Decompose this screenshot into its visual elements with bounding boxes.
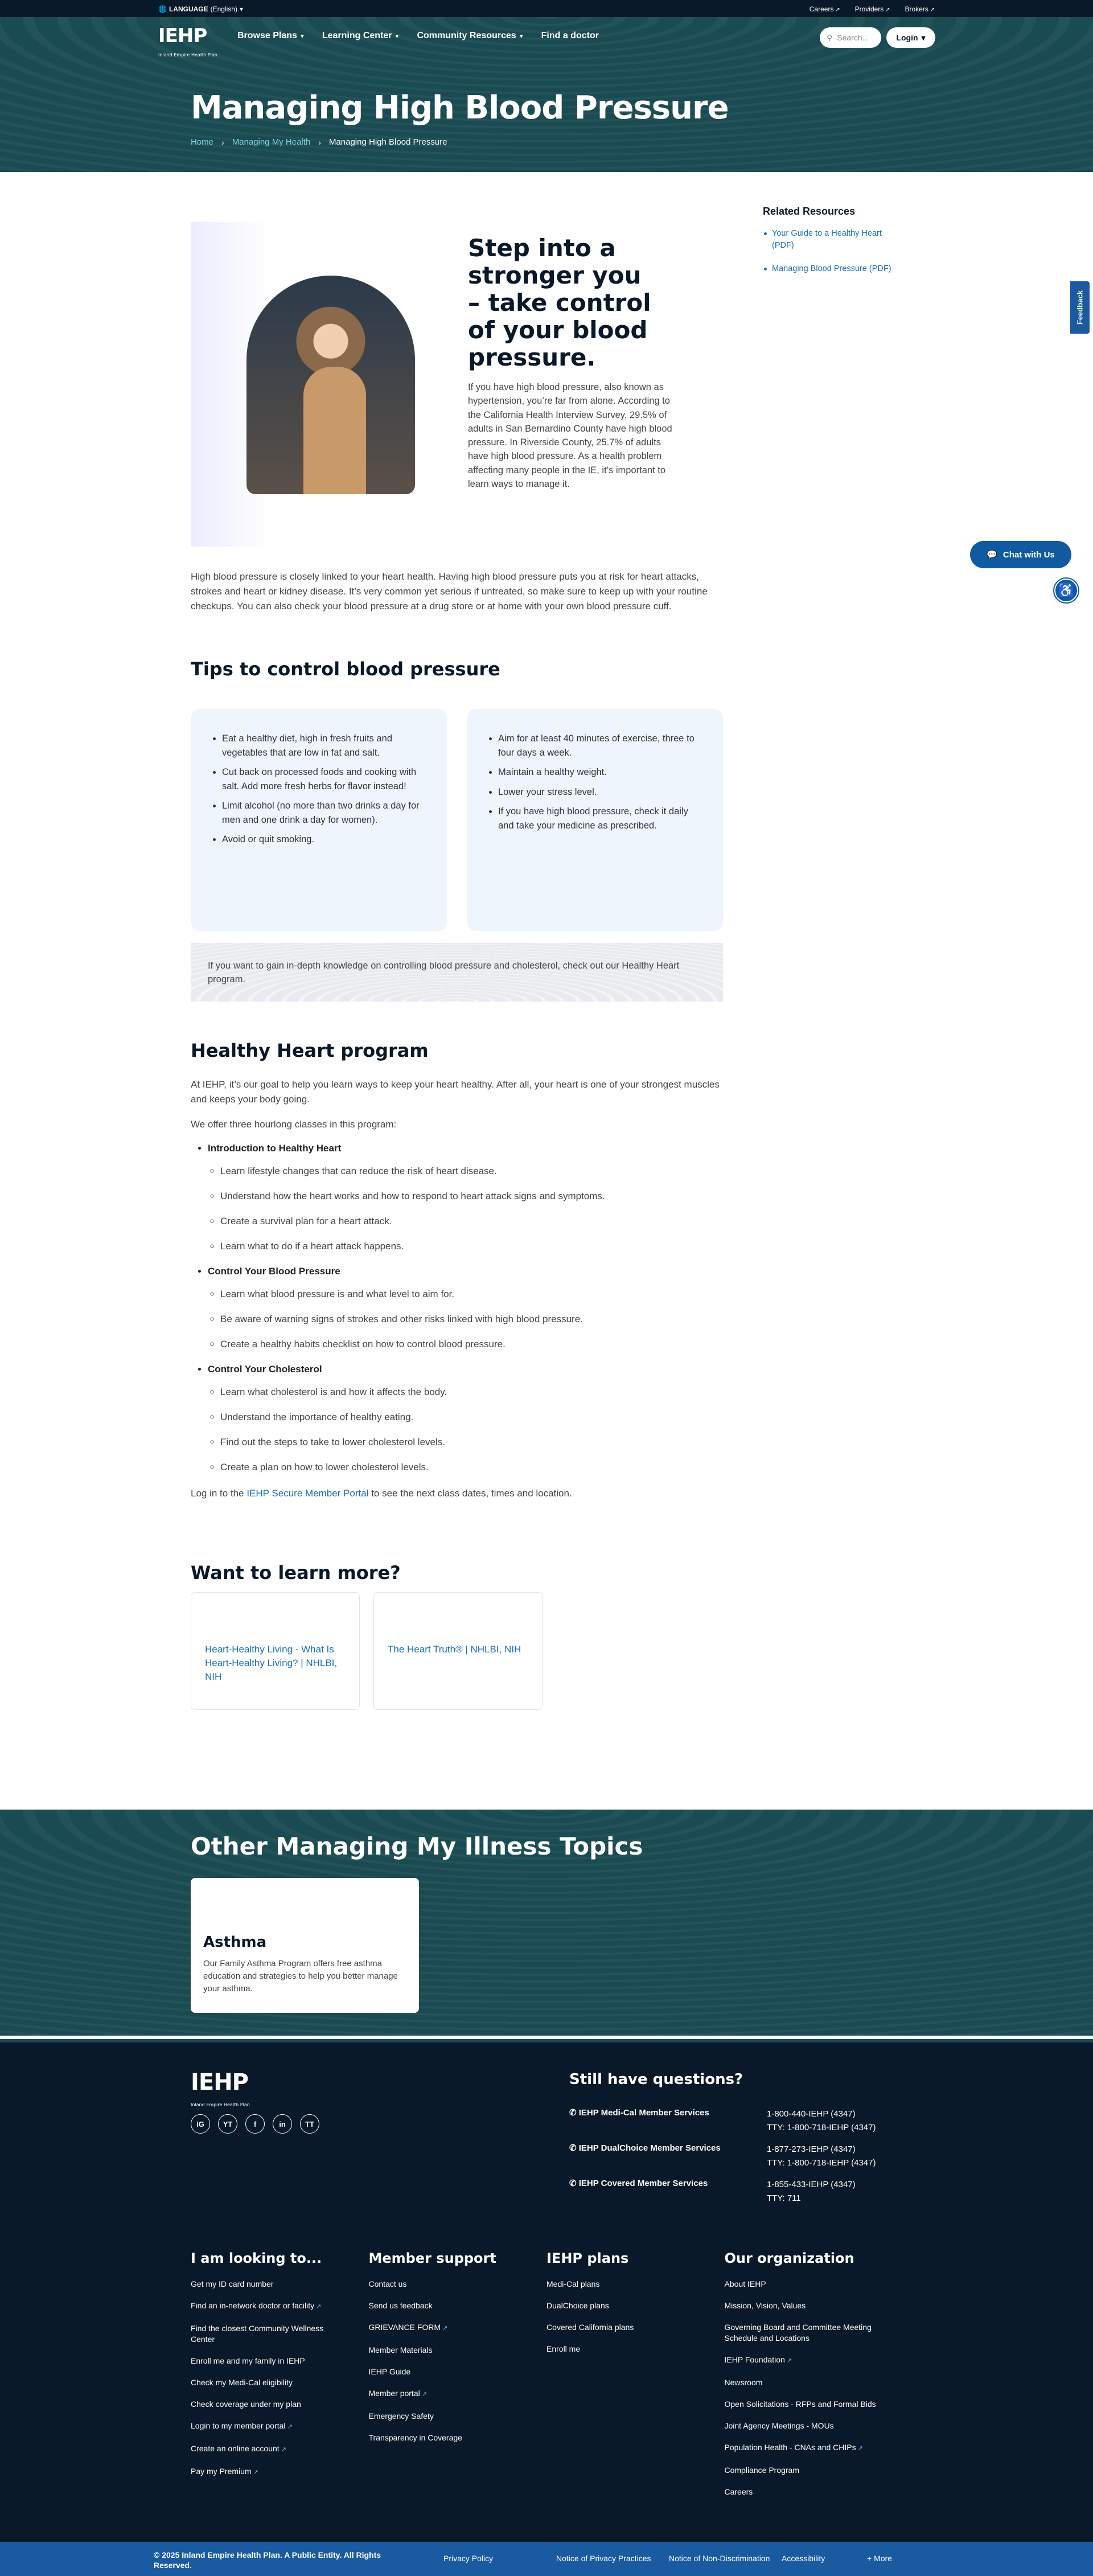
tips-card-right (467, 709, 723, 931)
list-item: ◦ Create a healthy habits checklist on how to control blood pressure. (220, 1338, 726, 1351)
logo-text: IEHP (158, 24, 207, 47)
utility-bar (0, 0, 1093, 17)
footer-link[interactable]: Create an online account ↗ (191, 2443, 344, 2455)
list-item: • Maintain a healthy weight. (498, 765, 700, 780)
tty-number: TTY: 711 (767, 2193, 801, 2203)
footer-col-title: IEHP plans (546, 2250, 629, 2266)
login-label: Login (896, 33, 918, 42)
class-item (208, 1142, 726, 1253)
language-label: LANGUAGE (169, 5, 208, 13)
brokers-link[interactable]: Brokers ↗ (905, 5, 935, 13)
list-item: ◦ Create a survival plan for a heart attack. (220, 1215, 726, 1228)
phone-icon: ✆ (569, 2143, 579, 2153)
nav-label: Learning Center (322, 31, 392, 40)
breadcrumb-managing-my-health[interactable]: Managing My Health (232, 137, 311, 147)
privacy-practices-link[interactable]: Notice of Privacy Practices (556, 2554, 651, 2563)
related-link-healthy-heart-guide[interactable]: Your Guide to a Healthy Heart (PDF) (763, 228, 894, 252)
facebook-icon[interactable]: f (245, 2114, 265, 2134)
learn-more-heading: Want to learn more? (191, 1562, 401, 1584)
service-name (569, 2107, 709, 2118)
class-name: Introduction to Healthy Heart (208, 1143, 342, 1154)
accessibility-icon[interactable]: ♿ (1054, 579, 1078, 602)
footer-link[interactable]: Emergency Safety (368, 2411, 434, 2421)
footer-logo[interactable] (191, 2071, 250, 2116)
globe-icon: 🌐 (158, 5, 167, 13)
intro-text: If you have high blood pressure, also known as hypertension, you’re far from alone. According to the California Health Interview Survey, 29.5% of adults in San Bernardino County have high blood pressure. In Riverside County, 25.7% of adults have high blood pressure. As a health problem affecting many people in the IE, it’s important to learn ways to manage it. (468, 382, 672, 490)
footer (0, 2039, 1093, 2542)
list-item: ◦ Learn lifestyle changes that can reduce the risk of heart disease. (220, 1165, 726, 1178)
footer-col-looking-to (191, 2250, 369, 2508)
healthy-heart-section (191, 1077, 726, 1511)
list-item: ◦ Find out the steps to take to lower cholesterol levels. (220, 1436, 726, 1449)
footer-link[interactable]: Governing Board and Committee Meeting Schedule and Locations (724, 2323, 872, 2343)
nav-label: Community Resources (417, 31, 516, 40)
learn-card-heart-truth[interactable]: The Heart Truth® | NHLBI, NIH (373, 1592, 543, 1710)
footer-link[interactable]: Send us feedback (368, 2301, 433, 2310)
accessibility-link[interactable]: Accessibility (782, 2554, 825, 2563)
feedback-tab[interactable]: Feedback (1070, 281, 1090, 334)
linkedin-icon[interactable]: in (273, 2114, 292, 2134)
legal-links (443, 2554, 980, 2563)
nav-community-resources[interactable] (417, 31, 524, 41)
phone-number: 1-877-273-IEHP (4347) (767, 2144, 856, 2154)
footer-link[interactable]: Check my Medi-Cal eligibility (191, 2378, 293, 2387)
search-input[interactable] (820, 27, 881, 48)
healthy-heart-classes-intro: We offer three hourlong classes in this program: (191, 1119, 397, 1130)
tips-card-left (191, 709, 447, 931)
login-text: to see the next class dates, times and location. (368, 1488, 572, 1499)
language-selector[interactable] (158, 5, 243, 13)
instagram-icon[interactable]: IG (191, 2114, 210, 2134)
learn-card-heart-healthy-living[interactable]: Heart-Healthy Living - What Is Heart-Healthy Living? | NHLBI, NIH (191, 1592, 360, 1710)
list-item: ◦ Learn what blood pressure is and what level to aim for. (220, 1288, 726, 1301)
footer-col-iehp-plans (546, 2250, 725, 2508)
tty-number: TTY: 1-800-718-IEHP (4347) (767, 2123, 876, 2132)
legal-bar (0, 2542, 1093, 2576)
service-phone[interactable] (767, 2107, 876, 2135)
social-links (191, 2114, 319, 2134)
footer-columns (191, 2250, 902, 2508)
footer-col-title: I am looking to... (191, 2250, 322, 2266)
footer-link[interactable]: Find the closest Community Wellness Center (191, 2324, 324, 2344)
footer-link[interactable]: Joint Agency Meetings - MOUs (724, 2421, 834, 2430)
class-item (208, 1363, 726, 1474)
service-phone[interactable] (767, 2178, 856, 2205)
careers-link[interactable]: Careers ↗ (810, 5, 840, 13)
service-name (569, 2143, 721, 2153)
list-item: • Eat a healthy diet, high in fresh fruits and vegetables that are low in fat and salt. (222, 732, 424, 760)
chevron-down-icon: ▼ (518, 34, 524, 40)
chevron-down-icon: ▼ (299, 34, 305, 40)
footer-link[interactable]: Transparency in Coverage (368, 2433, 462, 2442)
list-item: ◦ Be aware of warning signs of strokes and other risks linked with high blood pressure. (220, 1313, 726, 1326)
footer-link[interactable]: Pay my Premium ↗ (191, 2466, 344, 2478)
tips-heading: Tips to control blood pressure (191, 658, 500, 680)
footer-link[interactable]: Login to my member portal ↗ (191, 2421, 344, 2433)
member-portal-link[interactable]: IEHP Secure Member Portal (246, 1488, 369, 1499)
providers-link[interactable]: Providers ↗ (855, 5, 890, 13)
footer-link[interactable]: Enroll me (546, 2344, 581, 2353)
list-item: ◦ Understand how the heart works and how to respond to heart attack signs and symptoms. (220, 1190, 726, 1203)
footer-col-title: Our organization (724, 2250, 854, 2266)
footer-link[interactable]: About IEHP (724, 2279, 766, 2288)
service-label: IEHP DualChoice Member Services (578, 2143, 721, 2153)
breadcrumb-current: Managing High Blood Pressure (328, 137, 447, 147)
search-icon: ⚲ (827, 32, 833, 42)
phone-number: 1-800-440-IEHP (4347) (767, 2109, 856, 2119)
list-item: ◦ Learn what to do if a heart attack happens. (220, 1240, 726, 1253)
footer-link[interactable]: Newsroom (724, 2378, 763, 2387)
list-item: • Cut back on processed foods and cooking with salt. Add more fresh herbs for flavor instead! (222, 765, 424, 793)
phone-icon: ✆ (569, 2108, 579, 2118)
service-label: IEHP Covered Member Services (578, 2179, 708, 2188)
intro-heading: Step into a stronger you – take control of your blood pressure. (468, 234, 651, 371)
page-title: Managing High Blood Pressure (191, 89, 729, 126)
language-value: (English) (210, 5, 237, 13)
list-item: • Limit alcohol (no more than two drinks a day for men and one drink a day for women). (222, 799, 424, 827)
youtube-icon[interactable]: YT (218, 2114, 237, 2134)
list-item: • If you have high blood pressure, check it daily and take your medicine as prescribed. (498, 805, 700, 832)
login-sentence (191, 1486, 726, 1501)
asthma-card-title: Asthma (203, 1934, 267, 1951)
footer-link[interactable]: Compliance Program (724, 2466, 799, 2475)
list-item: • Avoid or quit smoking. (222, 832, 424, 847)
list-item: • Lower your stress level. (498, 785, 700, 799)
logo-subtitle: Inland Empire Health Plan (158, 52, 217, 58)
list-item: • Aim for at least 40 minutes of exercise, three to four days a week. (498, 732, 700, 760)
main-nav (237, 31, 599, 41)
chat-label: Chat with Us (1002, 549, 1055, 560)
footer-link[interactable]: Member portal ↗ (369, 2388, 523, 2400)
related-resources-title: Related Resources (763, 206, 856, 217)
chat-icon: 💬 (987, 550, 997, 560)
chevron-down-icon: ▼ (394, 34, 400, 40)
logo-text: IEHP (191, 2069, 248, 2095)
footer-link[interactable]: Open Solicitations - RFPs and Formal Bids (724, 2399, 876, 2409)
footer-link[interactable]: Enroll me and my family in IEHP (191, 2356, 305, 2365)
nav-find-a-doctor[interactable]: Find a doctor (541, 31, 599, 40)
footer-link[interactable]: Population Health - CNAs and CHIPs ↗ (725, 2442, 878, 2454)
footer-link[interactable]: Careers (724, 2487, 753, 2496)
chat-button[interactable] (970, 541, 1071, 568)
related-link-managing-blood-pressure[interactable]: Managing Blood Pressure (PDF) (763, 263, 894, 275)
footer-link[interactable]: Mission, Vision, Values (724, 2301, 806, 2310)
logo-subtitle: Inland Empire Health Plan (191, 2102, 250, 2107)
woman-photo (246, 276, 415, 494)
copyright: © 2025 Inland Empire Health Plan. A Public Entity. All Rights Reserved. (154, 2550, 381, 2570)
footer-link[interactable]: IEHP Guide (368, 2367, 411, 2376)
chevron-down-icon: ▾ (239, 5, 244, 13)
privacy-policy-link[interactable]: Privacy Policy (443, 2554, 494, 2563)
footer-col-title: Member support (368, 2250, 496, 2266)
tiktok-icon[interactable]: TT (300, 2114, 319, 2134)
nav-label: Browse Plans (237, 31, 297, 40)
hero-banner (0, 17, 1093, 172)
service-phone[interactable] (767, 2143, 876, 2170)
list-item: ◦ Understand the importance of healthy eating. (220, 1411, 726, 1424)
list-item: ◦ Learn what cholesterol is and how it affects the body. (220, 1386, 726, 1398)
phone-number: 1-855-433-IEHP (4347) (767, 2180, 856, 2189)
still-questions-heading: Still have questions? (569, 2071, 743, 2088)
login-text: Log in to the (191, 1488, 247, 1499)
chevron-right-icon: › (318, 137, 321, 147)
service-name (569, 2178, 708, 2188)
footer-link[interactable]: Covered California plans (546, 2323, 634, 2332)
body-paragraph: High blood pressure is closely linked to your heart health. Having high blood pressure puts you at risk for heart attacks, strokes and heart or kidney disease. It’s very common yet serious if untreated, so make sure to keep up with your routine checkups. You can also check your blood pressure at a drug store or at home with your own blood pressure cuff. (191, 571, 708, 612)
footer-link[interactable]: Get my ID card number (191, 2279, 274, 2288)
class-name: Control Your Blood Pressure (208, 1266, 340, 1277)
list-item: ◦ Create a plan on how to lower cholesterol levels. (220, 1461, 726, 1474)
healthy-heart-heading: Healthy Heart program (191, 1040, 429, 1061)
footer-link[interactable]: GRIEVANCE FORM ↗ (369, 2322, 523, 2334)
nav-learning-center[interactable] (322, 31, 400, 41)
footer-link[interactable]: Medi-Cal plans (546, 2279, 600, 2288)
topics-section (0, 1810, 1093, 2036)
footer-link[interactable]: Member Materials (368, 2345, 433, 2355)
related-resources (763, 206, 894, 286)
asthma-card-text: Our Family Asthma Program offers free asthma education and strategies to help you better manage your asthma. (203, 1959, 398, 1993)
login-button[interactable] (886, 27, 935, 48)
footer-link[interactable]: Contact us (368, 2279, 407, 2288)
breadcrumb-home[interactable]: Home (191, 137, 214, 147)
footer-col-member-support (369, 2250, 547, 2508)
service-label: IEHP Medi-Cal Member Services (578, 2108, 709, 2118)
class-name: Control Your Cholesterol (208, 1364, 322, 1375)
tty-number: TTY: 1-800-718-IEHP (4347) (767, 2158, 876, 2168)
healthy-heart-callout: If you want to gain in-depth knowledge on controlling blood pressure and cholesterol, check out our Healthy Heart program. (191, 943, 723, 1002)
footer-link[interactable]: Check coverage under my plan (191, 2399, 301, 2409)
asthma-card[interactable] (191, 1878, 419, 2013)
footer-link[interactable]: DualChoice plans (546, 2301, 609, 2310)
phone-icon: ✆ (569, 2179, 579, 2188)
chevron-down-icon: ▾ (921, 32, 926, 42)
class-item (208, 1265, 726, 1351)
class-list (208, 1142, 726, 1474)
breadcrumb (191, 137, 447, 147)
search-placeholder: Search... (837, 33, 869, 42)
chevron-right-icon: › (221, 137, 224, 147)
topics-heading: Other Managing My Illness Topics (191, 1832, 643, 1860)
iehp-logo[interactable] (158, 26, 217, 65)
footer-link[interactable]: Find an in-network doctor or facility ↗ (191, 2300, 344, 2312)
non-discrimination-link[interactable]: Notice of Non-Discrimination (669, 2554, 770, 2563)
nav-browse-plans[interactable] (237, 31, 305, 41)
more-links-button[interactable]: + More (867, 2554, 892, 2563)
footer-link[interactable]: IEHP Foundation ↗ (725, 2355, 878, 2366)
footer-col-our-organization (725, 2250, 903, 2508)
healthy-heart-intro: At IEHP, it’s our goal to help you learn ways to keep your heart healthy. After all, your heart is one of your strongest muscles and keeps your body going. (191, 1079, 720, 1105)
